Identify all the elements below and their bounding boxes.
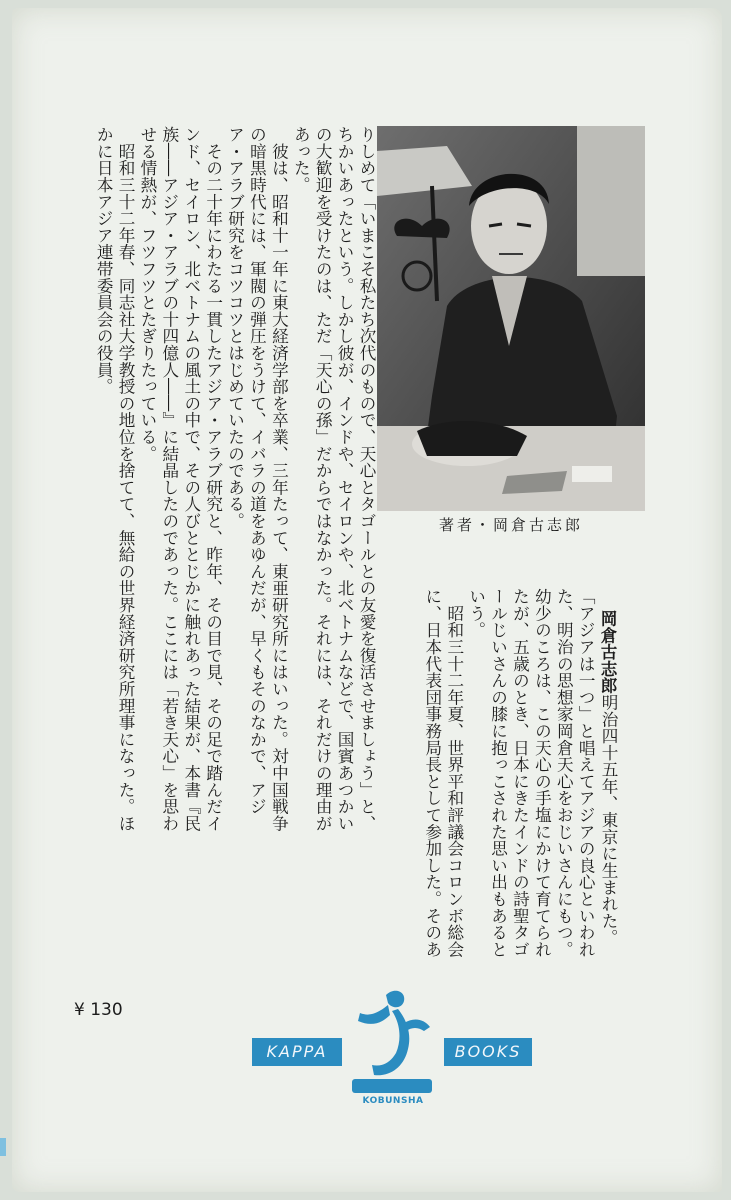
author-bio-part1: 明治四十五年、東京に生まれた。「アジアは一つ」と唱えてアジアの良心といわれた、明治の思想家岡倉天心をおじいさんにもつ。幼少のころは、この天心の手塩にかけて育てられたが、五歳のとき、日本にきたインドの詩聖タゴールじいさんの膝に抱っこされた思い出もあるという。 昭和三十二年夏、世界平和評議会コロンボ総会に、日本代表団事務局長として参加した。そのあ: [422, 588, 619, 958]
kappa-logo-icon: [342, 983, 442, 1103]
kappa-badge: KAPPA: [252, 1038, 342, 1066]
author-bio-column-left: りしめて「いまこそ私たち次代のもので、天心とタゴールとの友愛を復活させましょう」と、ちかいあったという。しかし彼が、インドや、セイロンや、北ベトナムなどで、国賓あつかいの大歓迎を受けたのは、ただ「天心の孫」だからではなかった。それには、それだけの理由があった。 彼は、昭和十一年に東大経済学部を卒業、三年たって、東亜研究所にはいった。対中国戦争の暗黒時代には、軍閥の弾圧をうけて、イバラの道をあゆんだが、早くもそのなかで、アジア・アラブ研究をコツコツとはじめていたのである。 その二十年にわたる一貫したアジア・アラブ研究と、昨年、その目で見、その足で踏んだインド、セイロン、北ベトナムの風土の中で、その人びととじかに触れあった結果が、本書『民族――アジア・アラブの十四億人――』に結晶したのであった。ここには「若き天心」を思わせる情熱が、フツフツとたぎりたっている。 昭和三十二年春、同志社大学教授の地位を捨てて、無給の世界経済研究所理事になった。ほかに日本アジア連帯委員会の役員。: [94, 126, 376, 832]
author-photo: [377, 126, 645, 511]
author-photo-illustration: [377, 126, 645, 511]
book-back-cover: [12, 8, 722, 1192]
author-name: 岡倉古志郎: [598, 609, 619, 694]
photo-caption: 著者・岡倉古志郎: [438, 516, 583, 534]
price-label: ¥ 130: [74, 1000, 123, 1020]
author-bio-column-right: [421, 588, 641, 968]
kobunsha-logo-text: KOBUNSHA: [362, 1096, 424, 1106]
books-badge: BOOKS: [444, 1038, 532, 1066]
cover-edge-mark: [0, 1138, 6, 1156]
